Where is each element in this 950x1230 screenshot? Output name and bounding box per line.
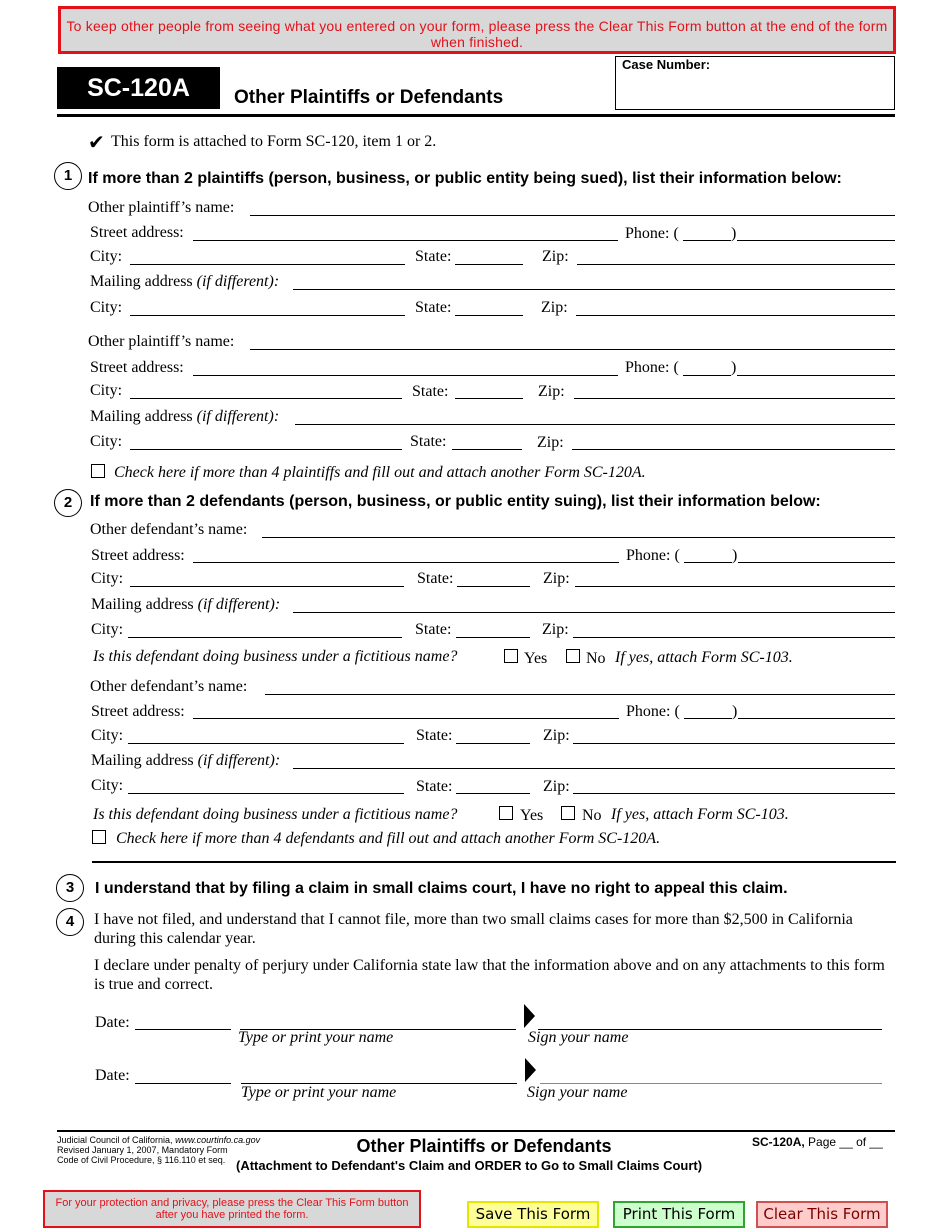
defendant2-phone-close: ) xyxy=(732,703,738,720)
defendant1-street-label: Street address: xyxy=(91,547,185,564)
plaintiff2-street-label: Street address: xyxy=(90,359,184,376)
defendant1-city2-input[interactable] xyxy=(128,637,402,638)
plaintiff2-zip-input[interactable] xyxy=(574,398,895,399)
plaintiff2-phone-input[interactable] xyxy=(737,375,895,376)
plaintiff1-areacode-input[interactable] xyxy=(683,240,731,241)
plaintiff2-city-input[interactable] xyxy=(130,398,402,399)
plaintiff2-street-input[interactable] xyxy=(193,375,618,376)
item-number-2: 2 xyxy=(54,489,82,517)
item-number-1: 1 xyxy=(54,162,82,190)
section1-heading: If more than 2 plaintiffs (person, business, or public entity being sued), list their information below: xyxy=(88,170,842,187)
defendant1-phone-input[interactable] xyxy=(738,562,895,563)
defendant2-city2-input[interactable] xyxy=(128,793,404,794)
privacy-notice: For your protection and privacy, please press the Clear This Form button after you have printed the form. xyxy=(43,1190,421,1228)
defendant2-mailing-input[interactable] xyxy=(293,768,895,769)
defendant2-zip2-input[interactable] xyxy=(573,793,895,794)
more-plaintiffs-label: Check here if more than 4 plaintiffs and fill out and attach another Form SC-120A. xyxy=(114,464,646,481)
plaintiff1-state2-label: State: xyxy=(415,299,452,316)
plaintiff2-areacode-input[interactable] xyxy=(683,375,731,376)
page-title: Other Plaintiffs or Defendants xyxy=(234,87,504,108)
defendant1-if-different: (if different): xyxy=(197,596,281,613)
defendant2-state-label: State: xyxy=(416,727,453,744)
plaintiff1-street-label: Street address: xyxy=(90,224,184,241)
name2-caption: Type or print your name xyxy=(241,1084,397,1101)
footer-subtitle: (Attachment to Defendant's Claim and ORDER to Go to Small Claims Court) xyxy=(236,1158,703,1173)
plaintiff2-zip-label: Zip: xyxy=(538,383,565,400)
defendant1-city-label: City: xyxy=(91,570,124,587)
date1-label: Date: xyxy=(95,1014,130,1031)
plaintiff1-state-input[interactable] xyxy=(455,264,523,265)
plaintiff2-state2-label: State: xyxy=(410,433,447,450)
defendant1-if-yes-note: If yes, attach Form SC-103. xyxy=(615,649,793,666)
save-form-button[interactable]: Save This Form xyxy=(467,1201,599,1228)
more-defendants-checkbox[interactable] xyxy=(92,830,106,844)
plaintiff2-zip2-input[interactable] xyxy=(572,449,895,450)
defendant2-state-input[interactable] xyxy=(456,743,530,744)
signature1-caption: Sign your name xyxy=(528,1029,629,1046)
defendant1-yes-label: Yes xyxy=(524,650,548,667)
defendant1-state2-input[interactable] xyxy=(456,637,530,638)
more-plaintiffs-checkbox[interactable] xyxy=(91,464,105,478)
plaintiff1-mailing-label: Mailing address xyxy=(90,273,193,290)
defendant1-city2-label: City: xyxy=(91,621,124,638)
plaintiff2-state-label: State: xyxy=(412,383,449,400)
footer-jc: Judicial Council of California, xyxy=(57,1135,173,1145)
plaintiff1-state2-input[interactable] xyxy=(455,315,523,316)
defendant1-fictitious-yes-checkbox[interactable] xyxy=(504,649,518,663)
declaration-text: I declare under penalty of perjury under California state law that the information above and on any attachments to this form is true and correct. xyxy=(94,957,885,993)
defendant1-zip-input[interactable] xyxy=(575,586,895,587)
section4-text: I have not filed, and understand that I cannot file, more than two small claims cases for more than $2,500 in California during this calendar year. xyxy=(94,911,853,947)
plaintiff2-mailing-input[interactable] xyxy=(295,424,895,425)
defendant2-fictitious-yes-checkbox[interactable] xyxy=(499,806,513,820)
item-number-3: 3 xyxy=(56,874,84,902)
defendant2-phone-input[interactable] xyxy=(738,718,895,719)
defendant2-zip-label: Zip: xyxy=(543,727,570,744)
plaintiff2-if-different: (if different): xyxy=(196,408,280,425)
footer-revised: Revised January 1, 2007, Mandatory Form xyxy=(57,1145,228,1155)
header-divider xyxy=(57,114,895,117)
clear-form-notice: To keep other people from seeing what you entered on your form, please press the Clear This Form button at the end of the form when finished. xyxy=(58,6,896,54)
plaintiff1-name-label: Other plaintiff’s name: xyxy=(88,199,235,216)
plaintiff2-phone-label: Phone: ( xyxy=(625,359,679,376)
defendant1-state2-label: State: xyxy=(415,621,452,638)
defendant1-state-label: State: xyxy=(417,570,454,587)
plaintiff2-zip2-label: Zip: xyxy=(537,434,564,451)
plaintiff1-street-input[interactable] xyxy=(193,240,618,241)
plaintiff1-if-different: (if different): xyxy=(196,273,280,290)
case-number-label: Case Number: xyxy=(622,57,711,72)
plaintiff1-city-label: City: xyxy=(90,248,123,265)
sign-here-arrow-icon xyxy=(524,1004,535,1028)
defendant1-street-input[interactable] xyxy=(193,562,619,563)
defendant2-yes-label: Yes xyxy=(520,807,544,824)
defendant2-fictitious-no-checkbox[interactable] xyxy=(561,806,575,820)
more-defendants-label: Check here if more than 4 defendants and fill out and attach another Form SC-120A. xyxy=(116,830,661,847)
defendant2-name-input[interactable] xyxy=(265,694,895,695)
plaintiff1-state-label: State: xyxy=(415,248,452,265)
name1-caption: Type or print your name xyxy=(238,1029,394,1046)
defendant1-zip2-input[interactable] xyxy=(573,637,895,638)
item-number-4: 4 xyxy=(56,908,84,936)
attached-check-icon: ✔ xyxy=(88,132,105,154)
defendant1-mailing-label: Mailing address xyxy=(91,596,194,613)
plaintiff1-name-input[interactable] xyxy=(250,215,895,216)
defendant2-fictitious-question: Is this defendant doing business under a fictitious name? xyxy=(93,806,458,823)
plaintiff1-zip-label: Zip: xyxy=(542,248,569,265)
footer-code: Code of Civil Procedure, § 116.110 et seq. xyxy=(57,1155,226,1165)
plaintiff2-state2-input[interactable] xyxy=(452,449,522,450)
defendant2-mailing-label: Mailing address xyxy=(91,752,194,769)
defendant1-city-input[interactable] xyxy=(130,586,404,587)
plaintiff1-zip-input[interactable] xyxy=(577,264,895,265)
footer-divider xyxy=(57,1130,895,1132)
signature2-caption: Sign your name xyxy=(527,1084,628,1101)
footer-form-id: SC-120A, xyxy=(752,1135,805,1149)
footer-url: www.courtinfo.ca.gov xyxy=(175,1135,261,1145)
form-id-badge: SC-120A xyxy=(57,67,220,109)
section2-heading: If more than 2 defendants (person, business, or public entity suing), list their information below: xyxy=(90,493,821,510)
defendant2-city2-label: City: xyxy=(91,777,124,794)
defendant1-fictitious-question: Is this defendant doing business under a fictitious name? xyxy=(93,648,458,665)
plaintiff1-city2-input[interactable] xyxy=(130,315,405,316)
defendant2-city-input[interactable] xyxy=(128,743,404,744)
plaintiff2-city2-input[interactable] xyxy=(130,449,402,450)
defendant1-mailing-input[interactable] xyxy=(293,612,895,613)
defendant2-phone-label: Phone: ( xyxy=(626,703,680,720)
plaintiff2-city2-label: City: xyxy=(90,433,123,450)
clear-form-button[interactable]: Clear This Form xyxy=(756,1201,888,1228)
plaintiff2-phone-close: ) xyxy=(731,359,737,376)
section3-text: I understand that by filing a claim in small claims court, I have no right to appeal this claim. xyxy=(95,880,788,897)
defendant1-state-input[interactable] xyxy=(457,586,530,587)
defendant2-state2-input[interactable] xyxy=(456,793,530,794)
defendant1-no-label: No xyxy=(586,650,606,667)
defendant2-if-different: (if different): xyxy=(197,752,281,769)
sign-here-arrow-icon xyxy=(525,1058,536,1082)
defendant2-areacode-input[interactable] xyxy=(684,718,732,719)
footer-title: Other Plaintiffs or Defendants xyxy=(356,1136,612,1156)
plaintiff2-mailing-label: Mailing address xyxy=(90,408,193,425)
date2-input[interactable] xyxy=(135,1083,231,1084)
defendant2-state2-label: State: xyxy=(416,778,453,795)
footer-page: Page __ of __ xyxy=(808,1135,883,1149)
attached-text: This form is attached to Form SC-120, item 1 or 2. xyxy=(111,133,437,150)
defendant1-zip-label: Zip: xyxy=(543,570,570,587)
plaintiff1-phone-label: Phone: ( xyxy=(625,225,679,242)
plaintiff2-state-input[interactable] xyxy=(455,398,523,399)
defendant2-zip2-label: Zip: xyxy=(543,778,570,795)
defendant2-street-label: Street address: xyxy=(91,703,185,720)
defendant2-if-yes-note: If yes, attach Form SC-103. xyxy=(611,806,789,823)
plaintiff1-city2-label: City: xyxy=(90,299,123,316)
plaintiff2-name-label: Other plaintiff’s name: xyxy=(88,333,235,350)
defendant2-city-label: City: xyxy=(91,727,124,744)
defendant2-street-input[interactable] xyxy=(193,718,619,719)
defendant1-name-label: Other defendant’s name: xyxy=(90,521,248,538)
plaintiff1-zip2-input[interactable] xyxy=(576,315,895,316)
section-divider xyxy=(92,861,896,863)
defendant1-fictitious-no-checkbox[interactable] xyxy=(566,649,580,663)
date2-label: Date: xyxy=(95,1067,130,1084)
print-form-button[interactable]: Print This Form xyxy=(613,1201,745,1228)
plaintiff2-city-label: City: xyxy=(90,382,123,399)
defendant2-zip-input[interactable] xyxy=(573,743,895,744)
defendant1-name-input[interactable] xyxy=(262,537,895,538)
plaintiff1-mailing-input[interactable] xyxy=(293,289,895,290)
defendant1-areacode-input[interactable] xyxy=(684,562,732,563)
defendant1-zip2-label: Zip: xyxy=(542,621,569,638)
plaintiff1-phone-input[interactable] xyxy=(737,240,895,241)
plaintiff1-city-input[interactable] xyxy=(130,264,405,265)
defendant1-phone-close: ) xyxy=(732,547,738,564)
plaintiff2-name-input[interactable] xyxy=(250,349,895,350)
defendant2-name-label: Other defendant’s name: xyxy=(90,678,248,695)
defendant1-phone-label: Phone: ( xyxy=(626,547,680,564)
defendant2-no-label: No xyxy=(582,807,602,824)
date1-input[interactable] xyxy=(135,1029,231,1030)
plaintiff1-phone-close: ) xyxy=(731,225,737,242)
plaintiff1-zip2-label: Zip: xyxy=(541,299,568,316)
